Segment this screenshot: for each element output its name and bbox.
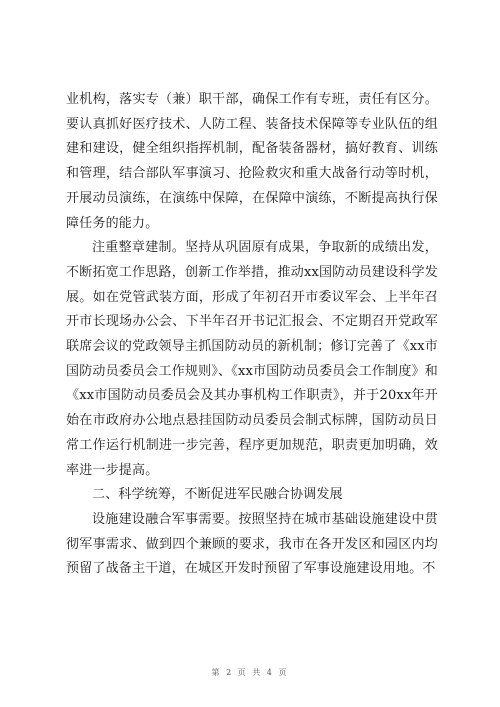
paragraph-infrastructure: 设施建设融合军事需要。按照坚持在城市基础设施建设中贯彻军事需求、做到四个兼顾的要求，我市在各开发区和园区内均预留了战备主干道，在城区开发时预留了军事设施建设用地。不 [66, 511, 438, 577]
section-heading-military-civil-integration: 二、科学统筹，不断促进军民融合协调发展 [92, 487, 343, 503]
document-body [66, 88, 438, 582]
paragraph-rules-system: 注重整章建制。坚持从巩固原有成果，争取新的成绩出发，不断拓宽工作思路，创新工作举措，推动xx国防动员建设科学发展。如在党管武装方面，形成了年初召开市委议军会、上半年召开市长现场办公会、下半年召开书记汇报会、不定期召开党政军联席会议的党政领导主抓国防动员的新机制；修订完善了《xx市国防动员委员会工作规则》、《xx市国防动员委员会工作制度》和《xx市国防动员委员会及其办事机构工作职责》，并于20xx年开始在市政府办公地点悬挂国防动员委员会制式标牌，国防动员日常工作运行机制进一步完善，程序更加规范，职责更加明确，效率进一步提高。 [66, 240, 438, 478]
paragraph-organization-duties: 业机构，落实专（兼）职干部，确保工作有专班，责任有区分。要认真抓好医疗技术、人防工程、装备技术保障等专业队伍的组建和建设，健全组织指挥机制，配备装备器材，搞好教育、训练和管理，结合部队军事演习、抢险救灾和重大战备行动等时机，开展动员演练，在演练中保障，在保障中演练，不断提高执行保障任务的能力。 [66, 92, 438, 231]
page-footer: 第 2 页 共 4 页 [211, 668, 289, 677]
